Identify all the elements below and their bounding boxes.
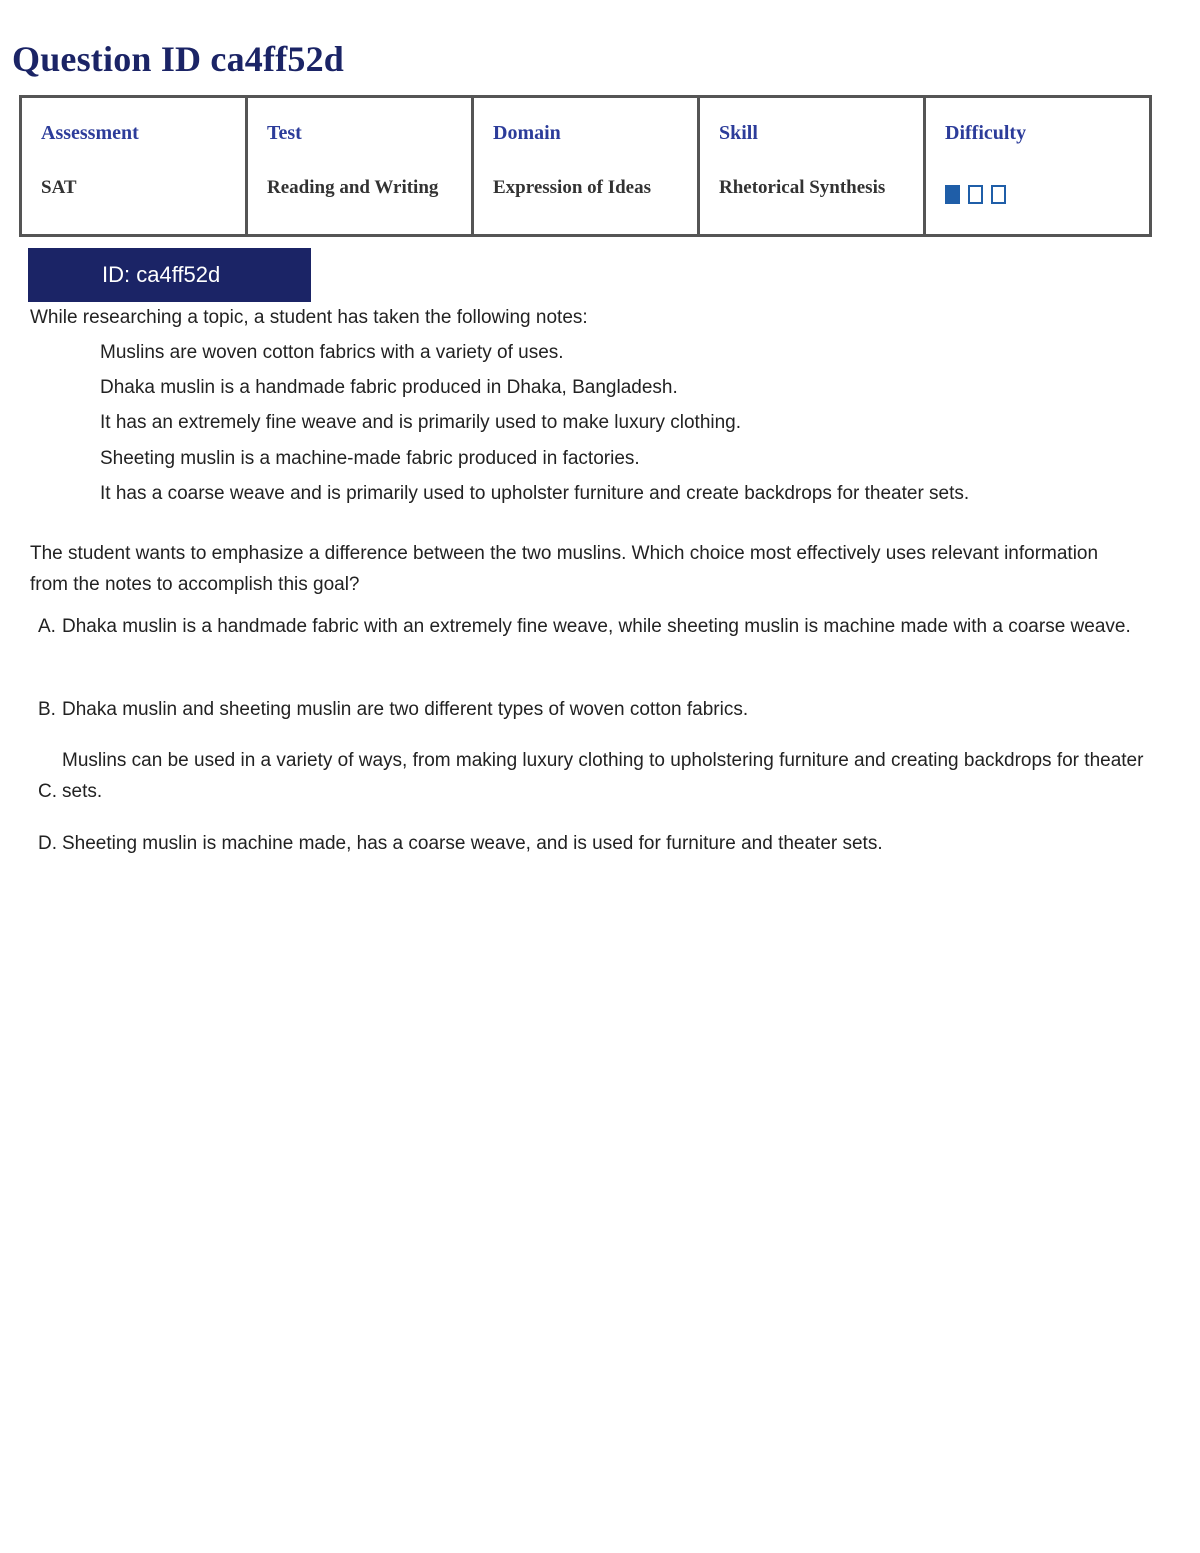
choice-text: Dhaka muslin is a handmade fabric with an extremely fine weave, while sheeting muslin is machine made with a coarse weave. [62,616,1131,637]
domain-cell [473,97,699,236]
choice-letter: B. [38,699,56,720]
id-banner: ID: ca4ff52d [28,248,311,302]
choice-letter: A. [38,616,56,637]
test-label: Test [267,122,302,144]
difficulty-box-empty [991,185,1006,204]
domain-value: Expression of Ideas [493,177,652,198]
note-line: It has a coarse weave and is primarily used to upholster furniture and create backdrops for theater sets. [100,483,970,504]
note-line: Sheeting muslin is a machine-made fabric produced in factories. [100,448,640,469]
assessment-label: Assessment [41,122,139,144]
difficulty-box-empty [968,185,983,204]
choice-text: Muslins can be used in a variety of ways, from making luxury clothing to upholstering furniture and creating backdrops for theater sets. [62,750,1144,802]
test-cell [247,97,473,236]
skill-value: Rhetorical Synthesis [719,177,886,198]
skill-cell [699,97,925,236]
choice-text: Dhaka muslin and sheeting muslin are two different types of woven cotton fabrics. [62,699,749,720]
question-metadata-table [19,95,1152,237]
assessment-value: SAT [41,177,77,198]
test-value: Reading and Writing [267,177,439,198]
answer-choice-b[interactable] [38,694,1148,725]
note-line: Muslins are woven cotton fabrics with a variety of uses. [100,342,564,363]
domain-label: Domain [493,122,561,144]
skill-label: Skill [719,122,758,144]
choice-letter: D. [38,833,57,854]
question-text: The student wants to emphasize a difference between the two muslins. Which choice most effectively uses relevant information from the notes to accomplish this goal? [30,543,1099,595]
answer-choice-a[interactable] [38,611,1148,642]
note-line: Dhaka muslin is a handmade fabric produced in Dhaka, Bangladesh. [100,377,678,398]
note-line: It has an extremely fine weave and is primarily used to make luxury clothing. [100,412,742,433]
page-title: Question ID ca4ff52d [12,39,345,79]
assessment-cell [21,97,247,236]
difficulty-indicator [945,185,1149,204]
prompt-text: While researching a topic, a student has taken the following notes: [30,307,588,328]
difficulty-cell [925,97,1151,236]
answer-choice-d[interactable] [38,828,1148,859]
difficulty-label: Difficulty [945,122,1027,144]
choice-letter: C. [38,781,57,802]
choice-text: Sheeting muslin is machine made, has a coarse weave, and is used for furniture and theater sets. [62,833,883,854]
difficulty-box-filled [945,185,960,204]
answer-choice-c[interactable] [38,745,1148,807]
